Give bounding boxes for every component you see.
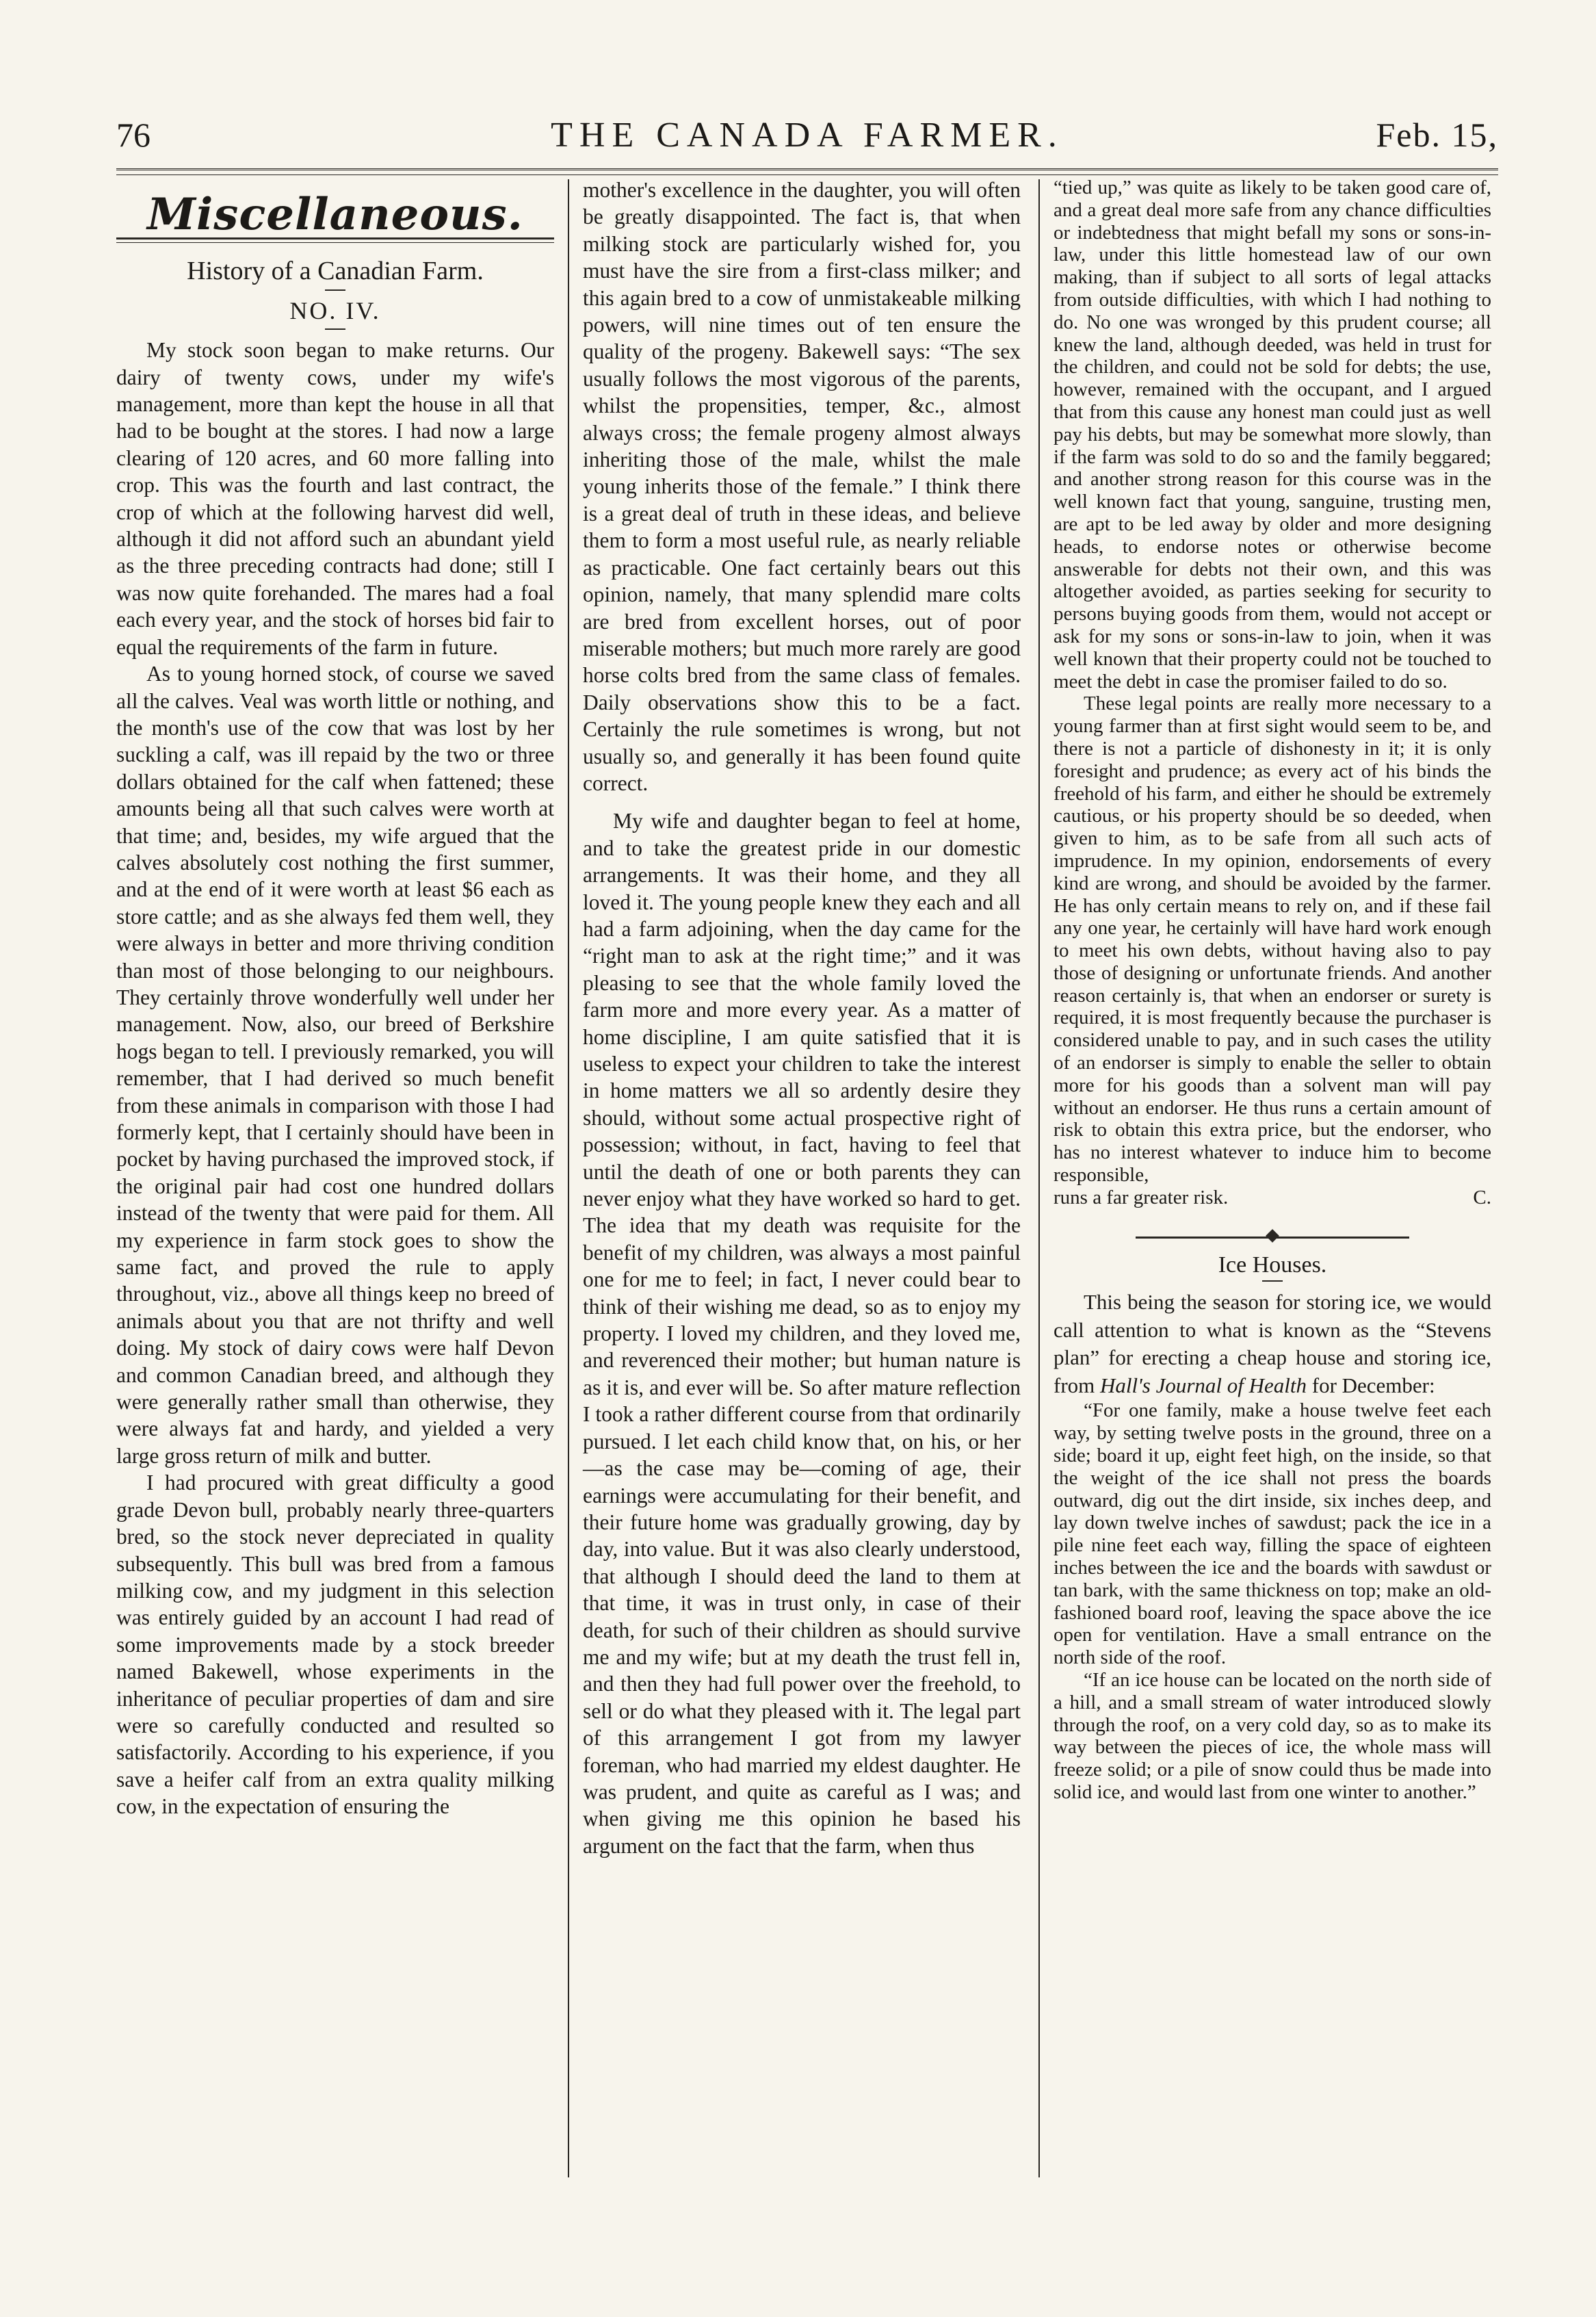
article-paragraph: “tied up,” was quite as likely to be taken good care of, and a great deal more safe from any chance difficulties or indebtedness that might befall my sons or sons-in-law, under this little homestead law of our own making, than if subject to all sorts of legal attacks from outside difficulties, with which I had nothing to do. No one was wronged by this prudent course; all knew the land, although deeded, was held in trust for the children, and could not be sold for debts; the use, however, remained with the occupant, and I argued that from this cause any honest man could just as well pay his debts, but may be somewhat more slowly, than if the farm was sold to do so and the family beggared; and another strong reason for this course was in the well known fact that young, sanguine, trusting men, are apt to be led away by older and more designing heads, to endorse notes or otherwise become answerable for debts not their own, and this was altogether avoided, as parties seeking for security to persons buying goods from them, would not accept or ask for my sons or sons-in-law to join, when it was well known that their property could not be touched to meet the debt in case the promiser failed to do so. bbox=[1054, 177, 1491, 692]
masthead-title: THE CANADA FARMER. bbox=[551, 116, 1064, 155]
section-heading: Miscellaneous. bbox=[147, 189, 523, 240]
column-1 bbox=[116, 186, 554, 1820]
article-paragraph: As to young horned stock, of course we saved all the calves. Veal was worth little or nothing, and the month's use of the cow that was lost by her suckling a calf, was ill repaid by the two or three dollars obtained for the calf when fattened; these amounts being all that such calves were worth at that time; and, besides, my wife argued that the calves absolutely cost nothing the first summer, and at the end of it were worth at least $6 each as store cattle; and as she always fed them well, they were always in better and more thriving condition than most of those belonging to our neighbours. They certainly throve wonderfully well under her management. Now, also, our breed of Berkshire hogs began to tell. I previously remarked, you will remember, that I had derived so much benefit from these animals in comparison with those I had formerly kept, that I certainly should have been in pocket by having purchased the improved stock, if the original pair had cost one hundred dollars instead of the twenty that were paid for them. All my experience in farm stock goes to show the same fact, and proved the rule to apply throughout, viz., above all things keep no breed of animals about you that are not thrifty and well doing. My stock of dairy cows were half Devon and common Canadian breed, and although they were generally rather small than otherwise, they were always fat and hardy, and yielded a very large gross return of milk and butter. bbox=[116, 662, 554, 1468]
article-closing-text: runs a far greater risk. bbox=[1054, 1186, 1229, 1208]
ice-intro bbox=[1054, 1289, 1491, 1399]
page-number: 76 bbox=[116, 116, 151, 154]
ice-quote-paragraph: “If an ice house can be located on the north side of a hill, and a small stream of water introduced slowly through the roof, on a very cold day, so as to make its way between the pieces of ice, the whole mass will freeze solid; or a pile of snow could thus be made into solid ice, and would last from one winter to another.” bbox=[1054, 1669, 1491, 1803]
article-paragraph: My wife and daughter began to feel at home, and to take the greatest pride in our domestic arrangements. It was their home, and they all loved it. The young people knew they each and all had a farm adjoining, when the day came for the “right man to ask at the right time;” and it was pleasing to see that the whole family loved the farm more and more every year. As a matter of home discipline, I am quite satisfied that it is useless to expect your children to take the interest in home matters we all so ardently desire they should, without some actual prospective right of possession; without, in fact, having to feel that until the death of one or both parents they can never enjoy what they have worked so hard to get. The idea that my death was requisite for the benefit of my children, was always a most painful one for me to feel; in fact, I never could bear to think of their wishing me dead, so as to enjoy my property. I loved my children, and they loved me, and reverenced their mother; but human nature is as it is, and ever will be. So after mature reflection I took a rather different course from that ordinarily pursued. I let each child know that, on his, or her—as the case may be—coming of age, their earnings were accumulating for their benefit, and their future home was gradually growing, day by day, into value. But it was also clearly understood, that although I should deed the land to them at that time, it was in trust only, in case of their death, for such of their children as should survive me and my wife; but at my death the trust fell in, and then they had full power over the freehold, to sell or do what they pleased with it. The legal part of this arrangement I got from my lawyer foreman, who had married my eldest daughter. He was prudent, and quite as careful as I was; and when giving me this opinion he based his argument on the fact that the farm, when thus bbox=[583, 809, 1021, 1858]
article-paragraph: mother's excellence in the daughter, you will often be greatly disappointed. The fact is, that when milking stock are particularly wished for, you must have the sire from a first-class milker; and this again bred to a cow of unmistakeable milking powers, will nine times out of ten ensure the quality of the progeny. Bakewell says: “The sex usually follows the most vigorous of the parents, whilst the propensities, temper, &c., almost always cross; the female progeny almost always inheriting those of the male, whilst the male young inherits those of the female.” I think there is a great deal of truth in these ideas, and believe them to form a most useful rule, as nearly reliable as practicable. One fact certainly bears out this opinion, namely, that many splendid mare colts are bred from excellent horses, out of poor miserable mothers; but much more rarely are good horse colts bred from the same class of females. Daily observations show this to be a fact. Certainly the rule sometimes is wrong, but not usually so, and generally it has been found quite correct. bbox=[583, 178, 1021, 795]
ice-title-dash bbox=[1262, 1280, 1283, 1282]
ice-source: Hall's Journal of Health bbox=[1100, 1373, 1307, 1397]
ice-intro-text: This being the season for storing ice, we would call attention to what is known as the “Stevens plan” for erecting a cheap house and storing ice, from bbox=[1054, 1290, 1491, 1397]
page-header bbox=[116, 115, 1498, 163]
column-2 bbox=[583, 177, 1021, 1859]
author-signature: C. bbox=[1473, 1186, 1491, 1208]
ice-quote-paragraph: “For one family, make a house twelve feet each way, by setting twelve posts in the ground, three on a side; board it up, eight feet high, on the inside, so that the weight of the ice shall not press the boards outward, dig out the dirt inside, six inches deep, and lay down twelve inches of sawdust; pack the ice in a pile nine feet each way, filling the space of eighteen inches between the ice and the boards with sawdust or tan bark, with the same thickness on top; make an old-fashioned board roof, leaving the space above the ice open for ventilation. Have a small entrance on the north side of the roof. bbox=[1054, 1399, 1491, 1669]
article-title: History of a Canadian Farm. bbox=[187, 257, 484, 286]
header-rule bbox=[116, 168, 1498, 175]
article-end-rule bbox=[1054, 1227, 1491, 1247]
ornament-diamond-icon bbox=[1266, 1229, 1279, 1243]
issue-date: Feb. 15, bbox=[1376, 116, 1498, 154]
ice-intro-tail: for December: bbox=[1307, 1373, 1435, 1397]
title-dash bbox=[325, 289, 345, 291]
number-dash bbox=[325, 328, 345, 330]
ice-houses-title: Ice Houses. bbox=[1218, 1252, 1327, 1278]
signoff-line bbox=[1054, 1187, 1491, 1209]
column-3 bbox=[1054, 177, 1491, 1804]
column-divider bbox=[1038, 179, 1040, 2177]
article-paragraph: These legal points are really more necessary to a young farmer than at first sight would seem to be, and there is not a particle of dishonesty in it; it is only foresight and prudence; as every act of his binds the freehold of his farm, and either he should be extremely cautious, or his property should be so deeded, when given to him, as to be safe from all such acts of imprudence. In my opinion, endorsements of every kind are wrong, and should be avoided by the farmer. He has only certain means to rely on, and if these fail any one year, he certainly will have hard work enough to meet his own debts, without having also to pay those of designing or unfortunate friends. And another reason certainly is, that when an endorser or surety is required, it is most frequently because the purchaser is considered unable to pay, and in such cases the utility of an endorser is simply to enable the seller to obtain more for his goods than a solvent man will pay without an endorser. He thus runs a certain amount of risk to obtain this extra price, but the endorser, who has no interest whatever to induce him to become responsible, bbox=[1054, 692, 1491, 1187]
article-paragraph: I had procured with great difficulty a good grade Devon bull, probably nearly three-quarters bred, so the stock never depreciated in quality subsequently. This bull was bred from a famous milking cow, and my judgment in this selection was entirely guided by an account I had read of some improvements made by a stock breeder named Bakewell, whose experiments in the inheritance of peculiar properties of dam and sire were so carefully conducted and resulted so satisfactorily. According to his experience, if you save a heifer calf from an extra quality milking cow, in the expectation of ensuring the bbox=[116, 1471, 554, 1819]
article-number: NO. IV. bbox=[289, 296, 381, 324]
column-divider bbox=[568, 179, 569, 2177]
article-paragraph: My stock soon began to make returns. Our dairy of twenty cows, under my wife's management, more than kept the house in all that had to be bought at the stores. I had now a large clearing of 120 acres, and 60 more falling into crop. This was the fourth and last contract, the crop of which at the following harvest did well, although it did not afford such an abundant yield as the three preceding contracts had done; still I was now quite forehanded. The mares had a foal each every year, and the stock of horses bid fair to equal the requirements of the farm in future. bbox=[116, 338, 554, 659]
